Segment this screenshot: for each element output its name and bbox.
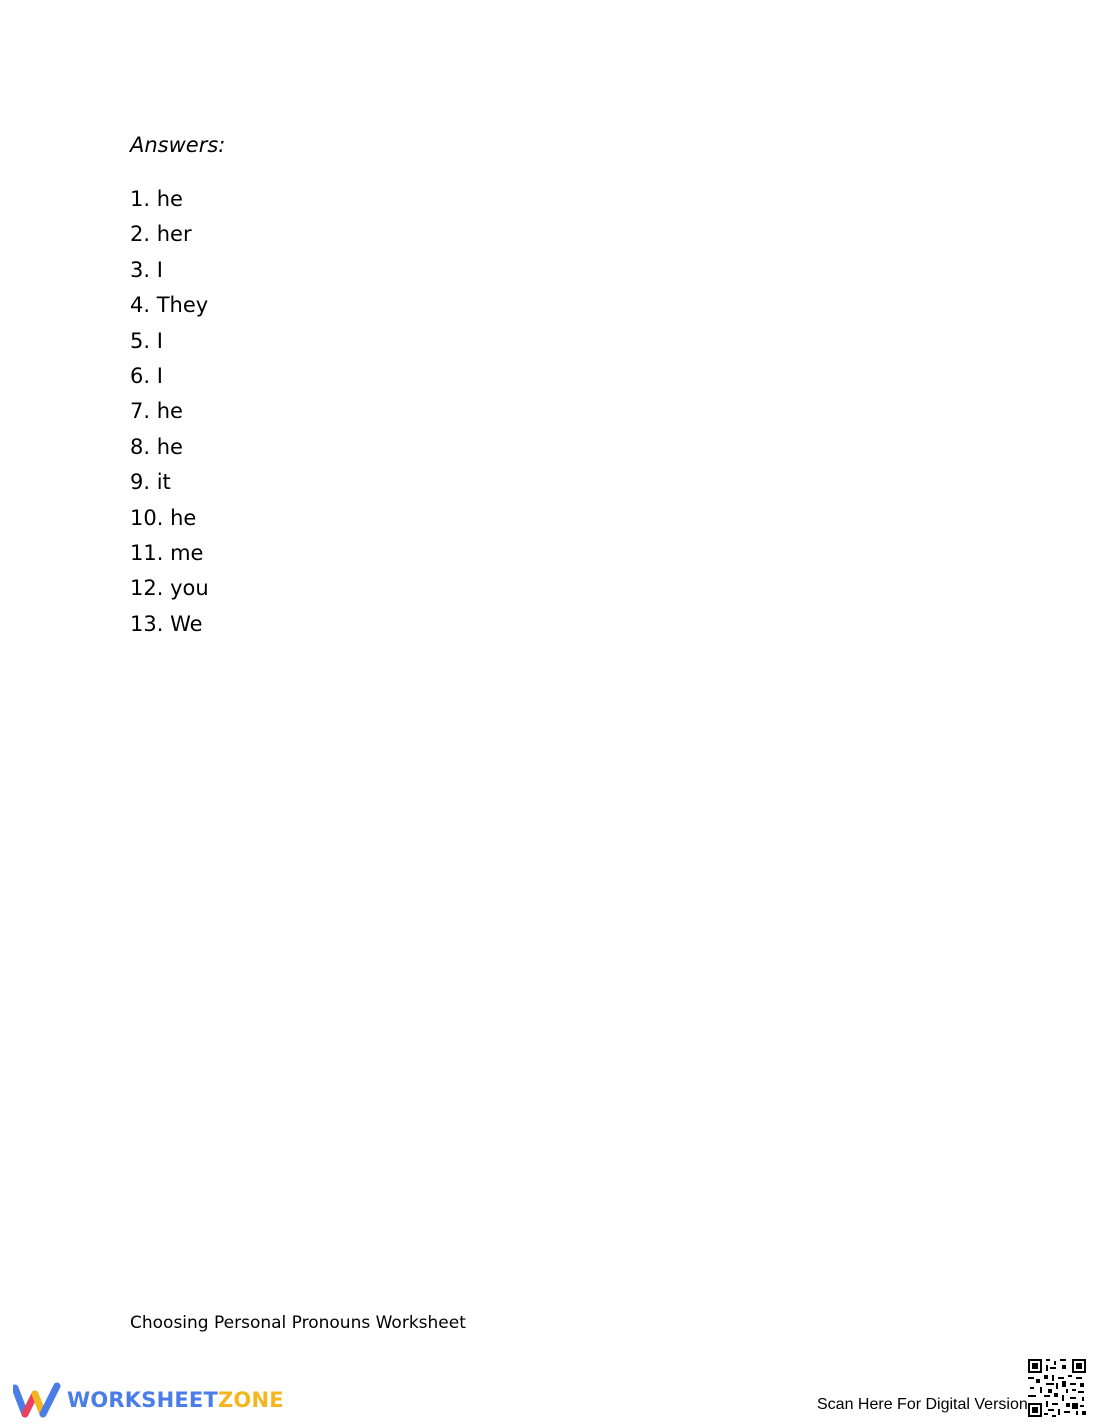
brand[interactable] [13,1382,284,1418]
answer-item: 8. he [130,434,183,459]
answer-item: 3. I [130,257,163,282]
answer-list [130,183,209,643]
brand-name-part1: WORKSHEET [67,1388,218,1412]
answer-item: 1. he [130,187,183,211]
answer-item: 9. it [130,470,171,495]
brand-name [67,1388,284,1412]
answer-item: 10. he [130,505,197,530]
scan-label: Scan Here For Digital Version [817,1396,1028,1413]
answer-item: 13. We [130,611,203,636]
answer-item: 7. he [130,399,183,424]
brand-name-part2: ZONE [217,1388,284,1412]
answer-item: 6. I [130,363,163,388]
worksheetzone-logo-icon [13,1382,61,1418]
answer-item: 11. me [130,540,204,565]
qr-code-icon[interactable] [1028,1359,1086,1417]
answer-item: 5. I [130,328,163,353]
answer-item: 12. you [130,576,209,601]
answer-item: 2. her [130,222,192,247]
worksheet-title: Choosing Personal Pronouns Worksheet [130,1313,466,1333]
answers-heading: Answers: [130,133,226,157]
answer-item: 4. They [130,293,209,318]
